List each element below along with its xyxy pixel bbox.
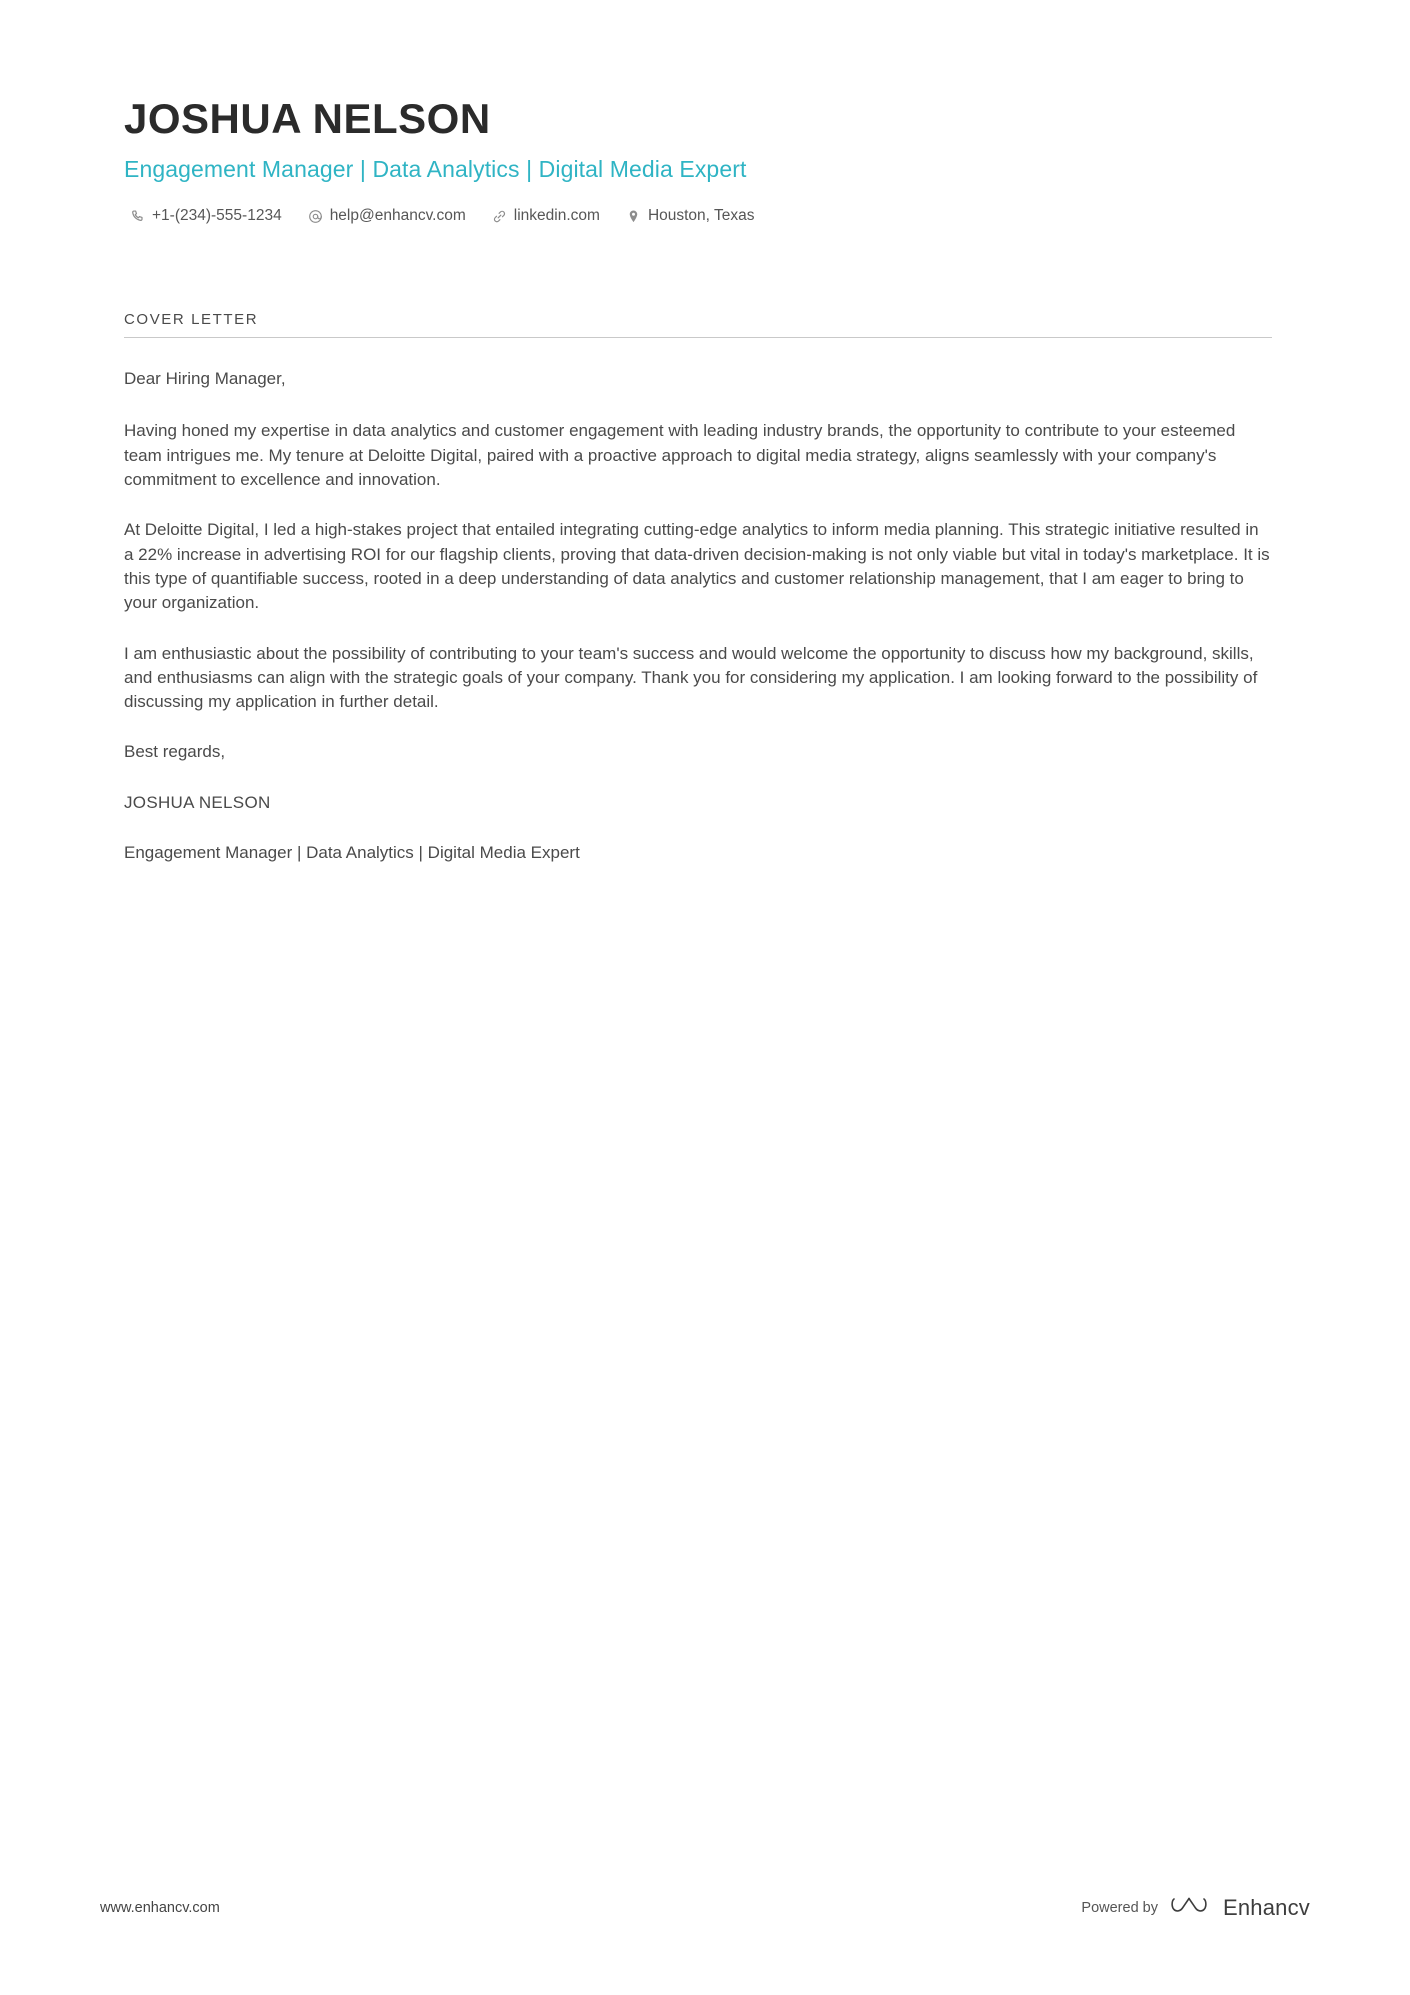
enhancv-brand: [1170, 1892, 1310, 1923]
contact-link[interactable]: [492, 207, 600, 225]
contact-info-row: [124, 207, 1272, 225]
email-icon: [308, 209, 323, 224]
signature-title: Engagement Manager | Data Analytics | Digital Media Expert: [124, 843, 580, 863]
contact-link-text: linkedin.com: [513, 207, 600, 225]
letter-body: [124, 367, 1272, 865]
page-title: JOSHUA NELSON: [124, 95, 491, 142]
letter-paragraph-1: Having honed my expertise in data analytics and customer engagement with leading industry brands, the opportunity to contribute to your esteemed team intrigues me. My tenure at Deloitte Digital, paired with a proactive approach to digital media strategy, aligns seamlessly with your company's commitment to excellence and innovation.: [124, 421, 1236, 490]
powered-by-label: Powered by: [1081, 1899, 1158, 1916]
section-heading: COVER LETTER: [124, 311, 1272, 338]
page-footer: [100, 1892, 1310, 1923]
document-content: [124, 96, 1272, 891]
enhancv-brand-name: Enhancv: [1222, 1894, 1310, 1920]
location-pin-icon: [626, 209, 641, 224]
enhancv-logo-icon: [1170, 1892, 1214, 1923]
letter-paragraph-3: I am enthusiastic about the possibility of contributing to your team's success and would welcome the opportunity to discuss how my background, skills, and enthusiasms can align with the strategic goals of your company. Thank you for considering my application. I am looking forward to the possibility of discussing my application in further detail.: [124, 643, 1258, 712]
contact-phone-text: +1-(234)-555-1234: [152, 207, 282, 225]
professional-headline: Engagement Manager | Data Analytics | Digital Media Expert: [124, 156, 747, 183]
letter-salutation: Dear Hiring Manager,: [124, 369, 286, 389]
powered-by-block: [1081, 1892, 1310, 1923]
contact-location-text: Houston, Texas: [647, 207, 755, 225]
letter-closing: Best regards,: [124, 742, 226, 762]
phone-icon: [130, 209, 145, 224]
letter-paragraph-2: At Deloitte Digital, I led a high-stakes project that entailed integrating cutting-edge analytics to inform media planning. This strategic initiative resulted in a 22% increase in advertising ROI for our flagship clients, proving that data-driven decision-making is not only viable but vital in today's marketplace. It is this type of quantifiable success, rooted in a deep understanding of data analytics and customer relationship management, that I am eager to bring to your organization.: [124, 520, 1270, 613]
cover-letter-section: [124, 311, 1272, 865]
footer-website-url[interactable]: www.enhancv.com: [100, 1899, 220, 1916]
signature-name: JOSHUA NELSON: [124, 792, 271, 812]
contact-email-text: help@enhancv.com: [329, 207, 466, 225]
link-icon: [492, 209, 507, 224]
contact-location: [626, 207, 755, 225]
contact-phone: [130, 207, 282, 225]
contact-email: [308, 207, 466, 225]
